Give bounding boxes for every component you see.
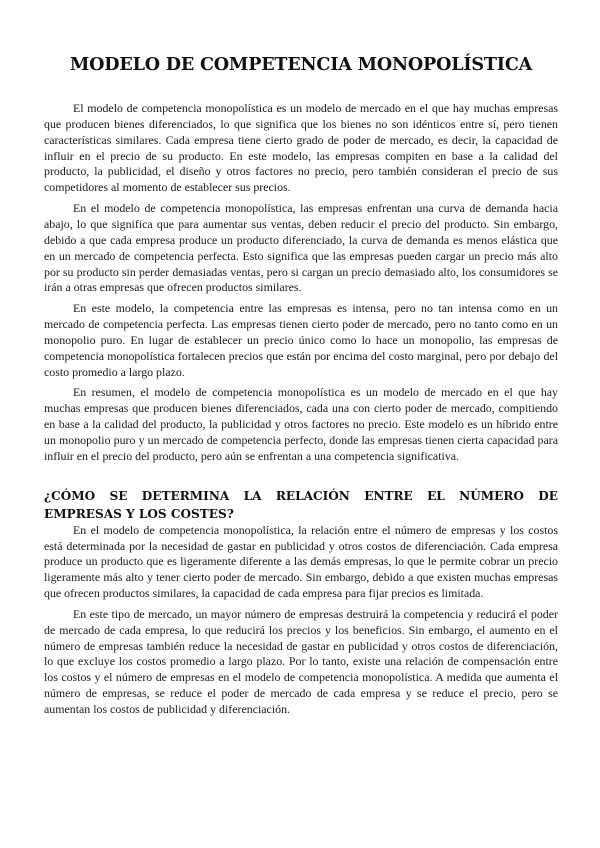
document-page xyxy=(44,54,558,723)
intro-paragraph-4: En resumen, el modelo de competencia monopolística es un modelo de mercado en el que hay muchas empresas que producen bienes diferenciados, cada una con cierto poder de mercado, compitiendo en base a la calidad del producto, la publicidad y otros factores no precio. Este modelo es un híbrido entre un monopolio puro y un mercado de competencia perfecto, donde las empresas tienen cierta capacidad para influir en el precio del producto, pero aún se enfrentan a una competencia significativa. xyxy=(44,385,558,463)
document-title: MODELO DE COMPETENCIA MONOPOLÍSTICA xyxy=(69,54,533,75)
section-heading: ¿CÓMO SE DETERMINA LA RELACIÓN ENTRE EL NÚMERO DE EMPRESAS Y LOS COSTES? xyxy=(44,488,558,521)
intro-paragraph-1: El modelo de competencia monopolística es un modelo de mercado en el que hay muchas empresas que producen bienes diferenciados, lo que significa que los bienes no son idénticos entre sí, pero tienen características similares. Cada empresa tiene cierto grado de poder de mercado, es decir, la capacidad de influir en el precio de su producto. En este modelo, las empresas compiten en base a la calidad del producto, la publicidad, el diseño y otros factores no precio, pero también consideran el precio de sus competidores al momento de establecer sus precios. xyxy=(44,101,558,195)
intro-paragraph-3: En este modelo, la competencia entre las empresas es intensa, pero no tan intensa como en un mercado de competencia perfecta. Las empresas tienen cierto poder de mercado, pero no tanto como en un monopolio puro. En lugar de establecer un precio único como lo hace un monopolio, las empresas de competencia monopolística fortalecen precios que están por encima del costo marginal, pero por debajo del costo promedio a largo plazo. xyxy=(44,301,558,379)
intro-paragraph-2: En el modelo de competencia monopolística, las empresas enfrentan una curva de demanda hacia abajo, lo que significa que para aumentar sus ventas, deben reducir el precio del producto. Sin embargo, debido a que cada empresa produce un producto diferenciado, la curva de demanda es menos elástica que en un mercado de competencia perfecta. Esto significa que las empresas pueden cargar un precio más alto por su producto sin perder demasiadas ventas, pero si cargan un precio demasiado alto, los consumidores se irán a otras empresas que ofrecen productos similares. xyxy=(44,201,558,295)
section-paragraph-2: En este tipo de mercado, un mayor número de empresas destruirá la competencia y reducirá el poder de mercado de cada empresa, lo que reducirá los precios y los beneficios. Sin embargo, el aumento en el número de empresas también reduce la necesidad de gastar en publicidad y otros costos de diferenciación, lo que excluye los costos promedio a largo plazo. Por lo tanto, existe una relación de compensación entre los costos y el número de empresas en el modelo de competencia monopolística. A medida que aumenta el número de empresas, se reduce el poder de mercado de cada empresa y se reduce el precio, pero se aumentan los costos de publicidad y diferenciación. xyxy=(44,606,558,716)
section-paragraph-1: En el modelo de competencia monopolística, la relación entre el número de empresas y los costos está determinada por la necesidad de gastar en publicidad y otros costos de diferenciación. Cada empresa produce un producto que es ligeramente diferente a las demás empresas, lo que le permite cobrar un precio ligeramente más alto y tener cierto poder de mercado. Sin embargo, debido a que existen muchas empresas que ofrecen productos similares, la capacidad de cada empresa para fijar precios es limitada. xyxy=(44,522,558,601)
